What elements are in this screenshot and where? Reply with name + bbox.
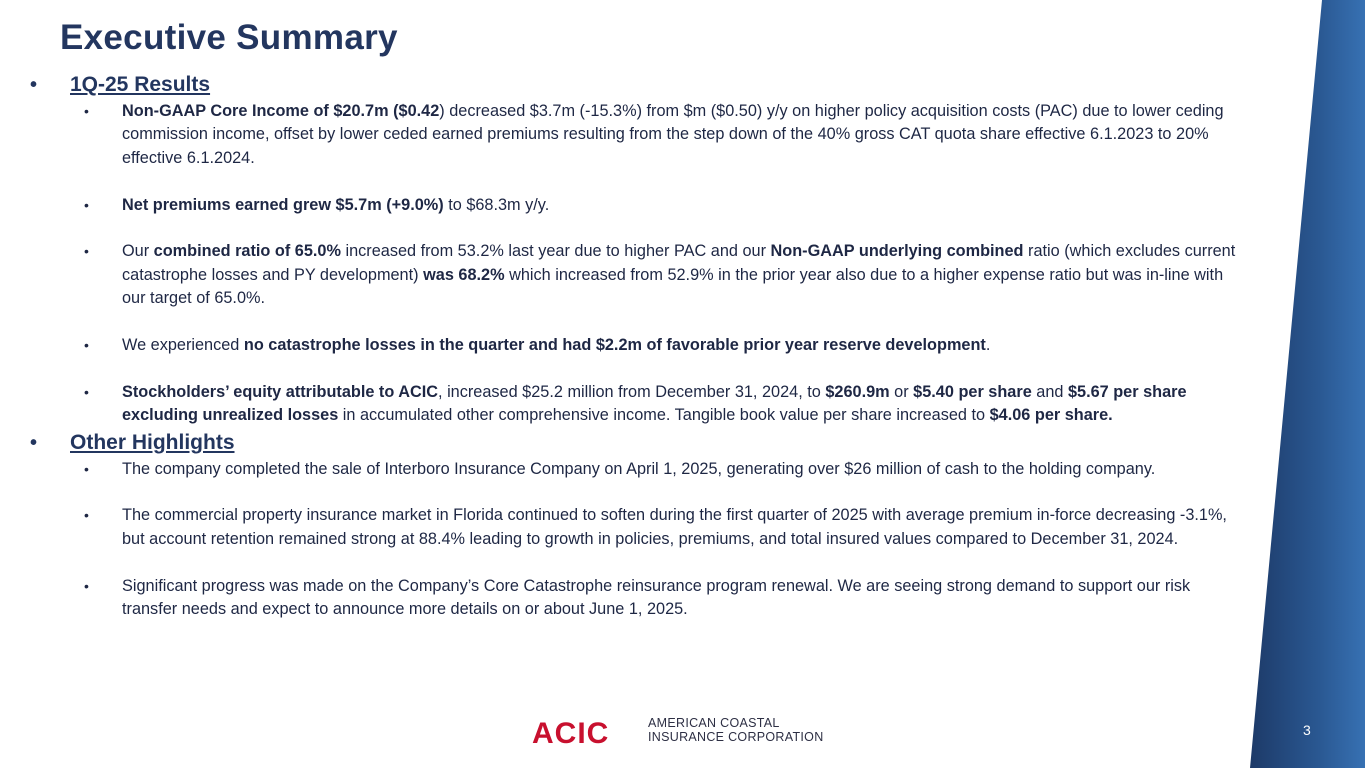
list-item (84, 575, 1242, 622)
section-heading-text: 1Q-25 Results (70, 73, 211, 96)
highlight-text: Net premiums earned grew $5.7m (+9.0%) (122, 195, 444, 214)
acic-logo-mark (532, 716, 632, 746)
bullet: • (84, 383, 89, 400)
item-text: which increased from 52.9% in the prior year also due to a higher expense ratio but was in-line with our target of 65.0%. (122, 265, 1224, 308)
item-text: and (1031, 382, 1068, 401)
highlight-text: $4.06 per share. (989, 406, 1113, 425)
company-logo (532, 716, 852, 748)
bullet: • (84, 460, 89, 477)
item-text: in accumulated other comprehensive income. Tangible book value per share increased to (338, 406, 990, 425)
logo-wordmark (648, 716, 824, 744)
bullet: • (84, 507, 89, 524)
item-text: The company completed the sale of Interboro Insurance Company on April 1, 2025, generating over $26 million of cash to the holding company. (122, 459, 1156, 478)
item-text: We experienced (122, 336, 244, 355)
item-text: The commercial property insurance market in Florida continued to soften during the first quarter of 2025 with average premium in-force decreasing -3.1%, but account retention remained strong at 88.4% leading to growth in policies, premiums, and total insured values compared to December 31, 2024. (122, 506, 1227, 548)
page-title: Executive Summary (60, 18, 398, 57)
item-text: ratio (which excludes current catastrophe losses and PY development) (122, 242, 1236, 284)
section-other-highlights (30, 430, 1248, 622)
list-item (84, 334, 1242, 357)
list-item (84, 504, 1242, 551)
highlight-text: Stockholders’ equity attributable to ACIC (122, 382, 439, 401)
content (30, 72, 1248, 621)
highlight-text: was 68.2% (423, 265, 505, 284)
item-text: or (889, 382, 914, 401)
highlight-text: Non-GAAP underlying combined (770, 242, 1024, 261)
item-text: increased from 53.2% last year due to higher PAC and our (340, 242, 771, 261)
highlight-text: Non-GAAP Core Income of $20.7m ($0.42 (122, 102, 440, 120)
bullet: • (30, 431, 38, 454)
highlight-text: no catastrophe losses in the quarter and had $2.2m of favorable prior year reserve development (243, 336, 986, 355)
bullet: • (84, 103, 89, 119)
list-item (84, 381, 1242, 428)
bullet: • (84, 243, 89, 260)
section-1q25-results (30, 72, 1248, 428)
item-text: Significant progress was made on the Company’s Core Catastrophe reinsurance program renewal. We are seeing strong demand to support our risk transfer needs and expect to announce more details on or about June 1, 2025. (122, 576, 1191, 619)
item-text: . (985, 336, 991, 355)
highlight-text: $260.9m (825, 382, 890, 401)
item-text: to $68.3m y/y. (443, 195, 550, 214)
section-heading (30, 72, 1248, 98)
item-text: ) decreased $3.7m (-15.3%) from $m ($0.50) y/y on higher policy acquisition costs (PAC) due to lower ceding commission income, offset by lower ceded earned premiums resulting from the step down of the 40% gross CAT quota share effective 6.1.2023 to 20% effective 6.1.2024. (122, 102, 1224, 167)
bullet: • (84, 577, 89, 594)
page-number: 3 (1303, 722, 1311, 738)
list-item (84, 100, 1242, 170)
logo-line-1: AMERICAN COASTAL (648, 716, 780, 730)
list-item (84, 240, 1242, 310)
logo-mark-text: ACIC (532, 717, 610, 746)
section-heading (30, 430, 1248, 456)
bullet: • (30, 74, 38, 96)
section-heading-text: Other Highlights (70, 430, 235, 454)
bullet: • (84, 196, 89, 213)
list-item (84, 194, 1242, 217)
bullet: • (84, 337, 89, 354)
logo-line-2: INSURANCE CORPORATION (648, 730, 824, 744)
item-text: Our (122, 242, 154, 261)
list-item (84, 458, 1242, 481)
highlight-text: combined ratio of 65.0% (153, 242, 341, 261)
highlight-text: $5.67 per share excluding unrealized losses (122, 382, 1187, 425)
highlight-text: $5.40 per share (913, 382, 1032, 401)
item-text: , increased $25.2 million from December 31, 2024, to (438, 382, 826, 401)
